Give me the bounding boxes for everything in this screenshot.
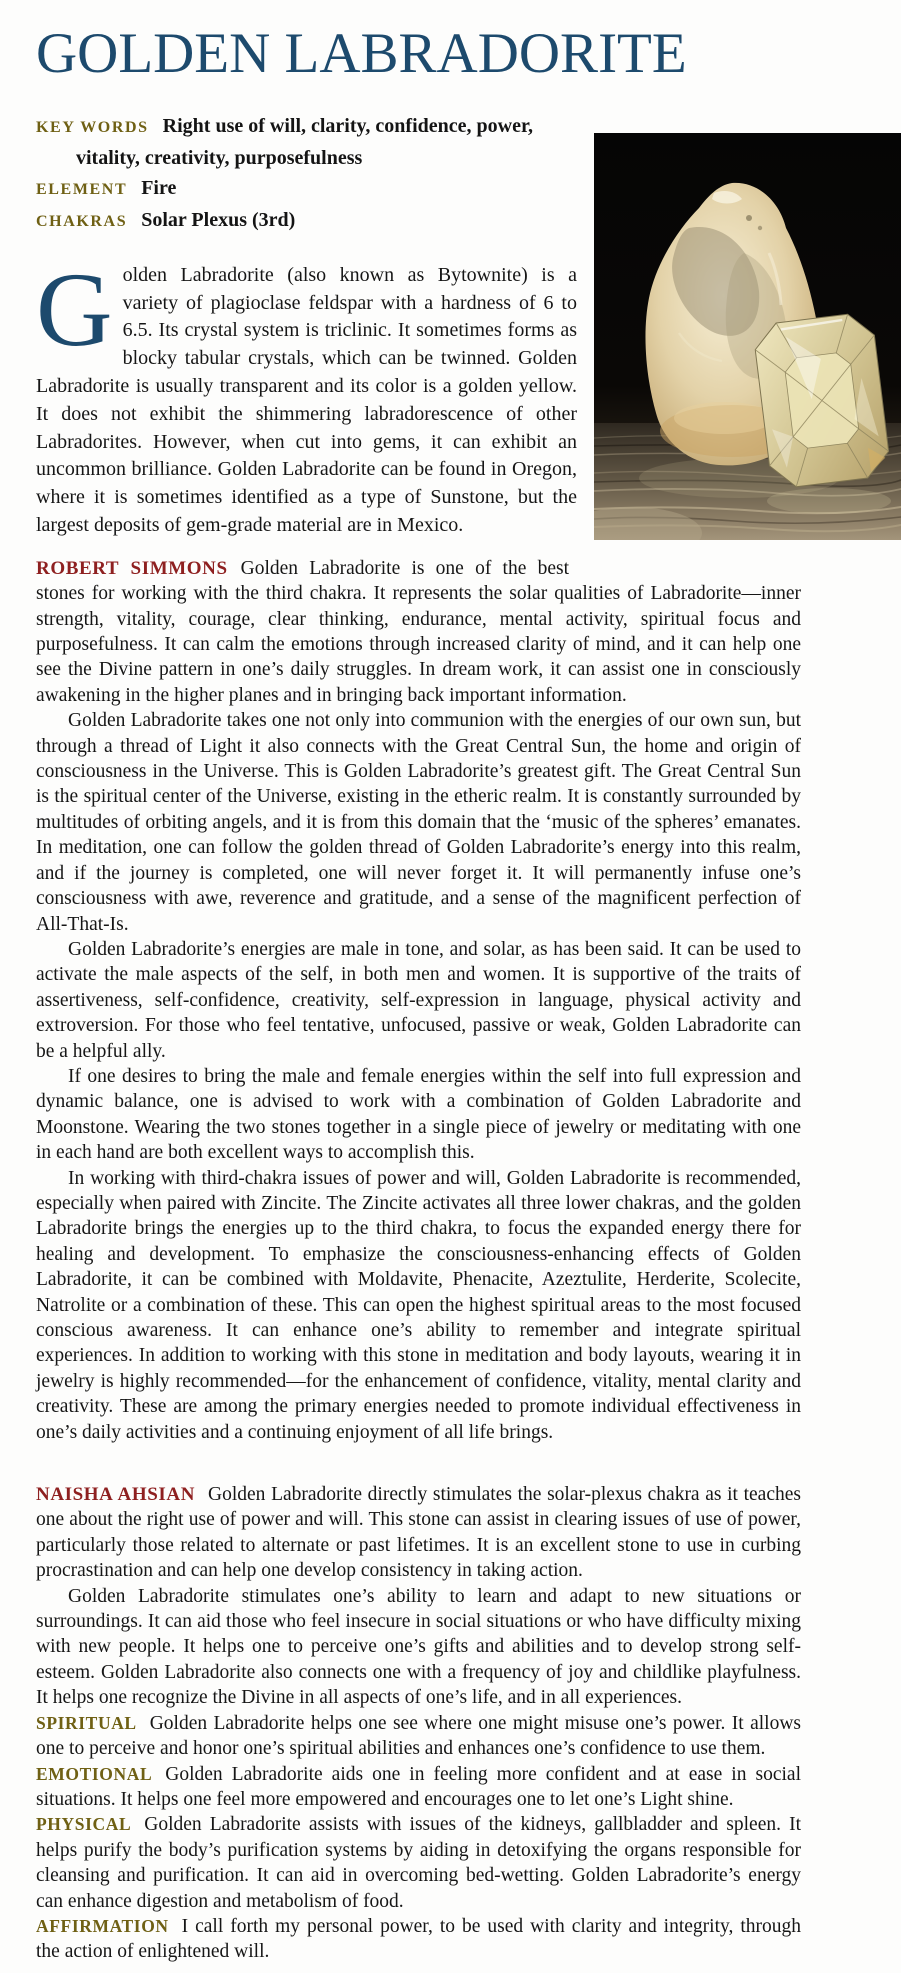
paragraph (36, 556, 801, 708)
paragraph (36, 708, 801, 937)
paragraph-text: Golden Labradorite directly stimulates the solar-plexus chakra as it teaches one about the right use of power and will. This stone can assist in clearing issues of use of power, particularly those related to alternate or past lifetimes. It is an excellent stone to use in curbing procrastination and can help one develop consistency in taking action. (36, 1484, 801, 1582)
drop-cap: G (36, 250, 113, 368)
paragraph-text: Golden Labradorite stimulates one’s ability to learn and adapt to new situations or surroundings. It can aid those who feel insecure in social situations or who have difficulty mixing with new people. It helps one to perceive one’s gifts and abilities and to develop strong self-esteem. Golden Labradorite also connects one with a frequency of joy and childlike playfulness. It helps one recognize the Divine in all aspects of one’s life, and in all experiences. (36, 1585, 801, 1709)
aspect-physical (36, 1812, 801, 1914)
meta-element (36, 173, 566, 205)
author-naisha-ahsian: NAISHA AHSIAN (36, 1484, 196, 1506)
paragraph (36, 1584, 801, 1711)
paragraph-text: Golden Labradorite is one of the best stones for working with the third chakra. It represents the solar qualities of Labradorite—inner strength, vitality, courage, clear thinking, endurance, mental activity, spiritual focus and purposefulness. It can calm the emotions through increased clarity of mind, and it can help one see the Divine pattern in one’s daily struggles. In dream work, it can assist one in consciously awakening in the higher planes and in bringing back important information. (36, 557, 801, 706)
paragraph (36, 1064, 801, 1166)
aspect-spiritual (36, 1711, 801, 1762)
photo-wrap-spacer (569, 556, 801, 581)
paragraph (36, 937, 801, 1064)
aspect-label-emotional: EMOTIONAL (36, 1763, 153, 1784)
aspect-label-affirmation: AFFIRMATION (36, 1915, 169, 1936)
paragraph-text: Golden Labradorite’s energies are male in tone, and solar, as has been said. It can be used to activate the male aspects of the self, in both men and women. It is supportive of the traits of assertiveness, self-confidence, creativity, self-expression in language, physical activity and extroversion. For those who feel tentative, unfocused, passive or weak, Golden Labradorite can be a helpful ally. (36, 938, 801, 1062)
meta-block (36, 111, 566, 237)
meta-chakras (36, 205, 566, 237)
meta-value-key-words: Right use of will, clarity, confidence, power, vitality, creativity, purposefulness (76, 114, 533, 169)
meta-label-chakras: CHAKRAS (36, 212, 128, 230)
intro-paragraph (36, 250, 577, 540)
section-naisha-ahsian (36, 1482, 801, 1711)
author-robert-simmons: ROBERT SIMMONS (36, 557, 228, 579)
article-column (36, 24, 801, 1965)
aspect-text: Golden Labradorite assists with issues of the kidneys, gallbladder and spleen. It helps purify the body’s purification systems by aiding in detoxifying the organs responsible for cleansing and purification. It can aid in overcoming bed-wetting. Golden Labradorite’s energy can enhance digestion and metabolism of food. (36, 1814, 801, 1912)
meta-value-chakras: Solar Plexus (3rd) (141, 208, 296, 231)
aspects-block (36, 1711, 801, 1965)
aspect-label-physical: PHYSICAL (36, 1814, 132, 1835)
aspect-affirmation (36, 1914, 801, 1965)
aspect-text: Golden Labradorite helps one see where one might misuse one’s power. It allows one to perceive and honor one’s spiritual abilities and enhances one’s confidence to use them. (36, 1712, 801, 1760)
aspect-label-spiritual: SPIRITUAL (36, 1712, 137, 1733)
paragraph-text: Golden Labradorite takes one not only into communion with the energies of our own sun, but through a thread of Light it also connects with the Great Central Sun, the home and origin of consciousness in the Universe. This is Golden Labradorite’s greatest gift. The Great Central Sun is the spiritual center of the Universe, existing in the etheric realm. It is constantly surrounded by multitudes of orbiting angels, and it is from this domain that the ‘music of the spheres’ emanates. In meditation, one can follow the golden thread of Golden Labradorite’s energy into this realm, and if the journey is completed, one will never forget it. It will permanently infuse one’s consciousness with awe, reverence and gratitude, and a sense of the magnificent perfection of All-That-Is. (36, 710, 801, 935)
meta-label-key-words: KEY WORDS (36, 118, 149, 136)
paragraph (36, 1482, 801, 1584)
aspect-emotional (36, 1762, 801, 1813)
paragraph-text: In working with third-chakra issues of power and will, Golden Labradorite is recommended, especially when paired with Zincite. The Zincite activates all three lower chakras, and the golden Labradorite brings the energies up to the third chakra, to focus the expanded energy there for healing and development. To emphasize the consciousness-enhancing effects of Golden Labradorite, it can be combined with Moldavite, Phenacite, Azeztulite, Herderite, Scolecite, Natrolite or a combination of these. This can open the highest spiritual areas to the most focused conscious awareness. It can enhance one’s ability to remember and integrate spiritual experiences. In addition to working with this stone in meditation and body layouts, wearing it in jewelry is highly recommended—for the enhancement of confidence, vitality, mental clarity and creativity. These are among the primary energies needed to promote individual effectiveness in one’s daily activities and a continuing enjoyment of all life brings. (36, 1167, 801, 1443)
aspect-text: Golden Labradorite aids one in feeling more confident and at ease in social situations. It helps one feel more empowered and encourages one to let one’s Light shine. (36, 1763, 801, 1810)
paragraph (36, 1166, 801, 1445)
section-robert-simmons (36, 556, 801, 1445)
meta-label-element: ELEMENT (36, 180, 128, 198)
intro-text: olden Labradorite (also known as Bytownite) is a variety of plagioclase feldspar with a hardness of 6 to 6.5. Its crystal system is triclinic. It sometimes forms as blocky tabular crystals, which can be twinned. Golden Labradorite is usually transparent and its color is a golden yellow. It does not exhibit the shimmering labradorescence of other Labradorites. However, when cut into gems, it can exhibit an uncommon brilliance. Golden Labradorite can be found in Oregon, where it is sometimes identified as a type of Sunstone, but the largest deposits of gem-grade material are in Mexico. (36, 263, 577, 537)
page-title: GOLDEN LABRADORITE (36, 22, 687, 85)
meta-key-words (36, 111, 566, 173)
aspect-text: I call forth my personal power, to be used with clarity and integrity, through the action of enlightened will. (36, 1915, 801, 1963)
paragraph-text: If one desires to bring the male and female energies within the self into full expression and dynamic balance, one is advised to work with a combination of Golden Labradorite and Moonstone. Wearing the two stones together in a single piece of jewelry or meditating with one in each hand are both excellent ways to accomplish this. (36, 1065, 801, 1164)
meta-value-element: Fire (141, 176, 177, 199)
